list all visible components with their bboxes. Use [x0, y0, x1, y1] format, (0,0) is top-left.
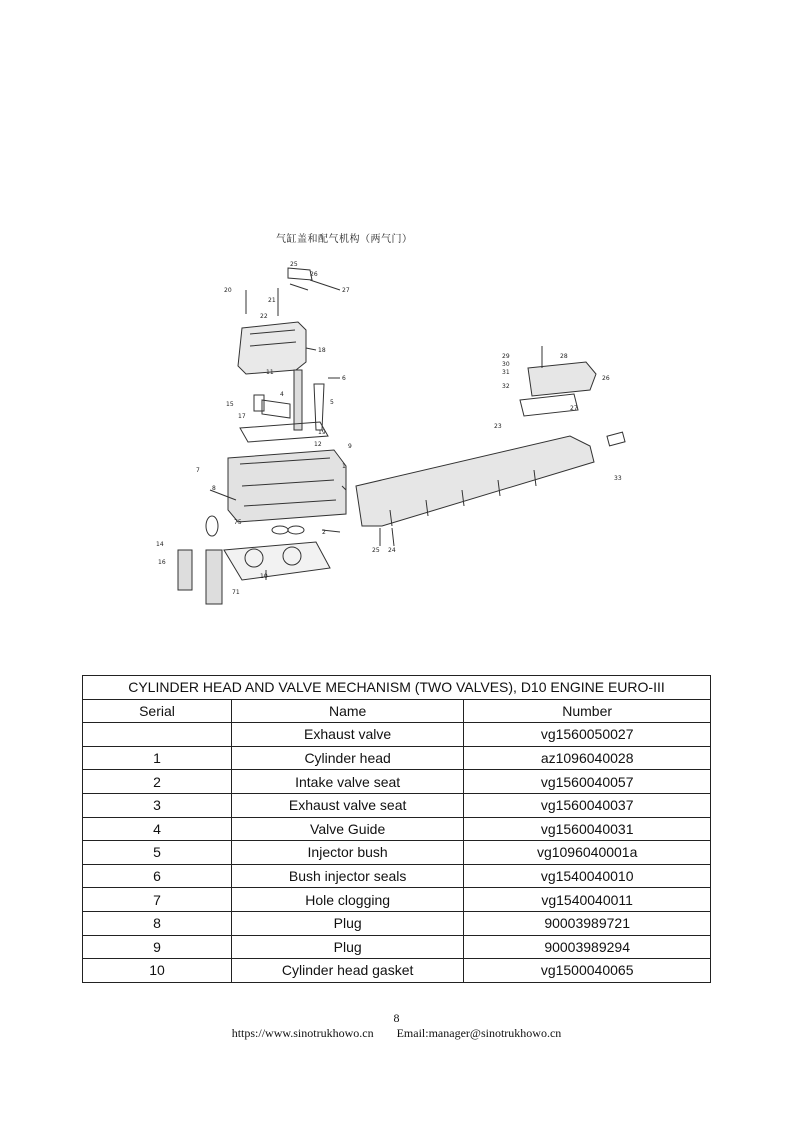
table-row: [83, 959, 711, 983]
serial-cell: [83, 723, 232, 747]
name-cell: Exhaust valve seat: [231, 793, 463, 817]
callout: 24: [388, 547, 396, 554]
number-cell: vg1560040057: [464, 770, 711, 794]
callout: 10: [260, 573, 268, 580]
callout: 17: [238, 413, 246, 420]
callout: 29: [502, 353, 510, 360]
name-cell: Exhaust valve: [231, 723, 463, 747]
serial-cell: 3: [83, 793, 232, 817]
callout: 28: [560, 353, 568, 360]
serial-cell: 9: [83, 935, 232, 959]
header-number: Number: [464, 699, 711, 723]
number-cell: vg1560050027: [464, 723, 711, 747]
callout: 33: [614, 475, 622, 482]
table-row: [83, 793, 711, 817]
callout: 23: [494, 423, 502, 430]
website-link[interactable]: https://www.sinotrukhowo.cn: [231, 1026, 374, 1040]
callout: 5: [330, 399, 334, 406]
name-cell: Bush injector seals: [231, 864, 463, 888]
callout: 26: [602, 375, 610, 382]
callout: 71: [232, 589, 240, 596]
callout: 18: [318, 347, 326, 354]
number-cell: 90003989721: [464, 911, 711, 935]
table-row: [83, 841, 711, 865]
number-cell: vg1540040011: [464, 888, 711, 912]
table-row: [83, 935, 711, 959]
callout: 27: [570, 405, 578, 412]
callout: 32: [502, 383, 510, 390]
callout: 16: [158, 559, 166, 566]
diagram-title: 气缸盖和配气机构（两气门）: [276, 234, 413, 245]
callout: 25: [372, 547, 380, 554]
number-cell: vg1096040001a: [464, 841, 711, 865]
callout: 4: [280, 391, 284, 398]
table-row: [83, 888, 711, 912]
table-row: [83, 817, 711, 841]
number-cell: az1096040028: [464, 746, 711, 770]
callout: 11: [266, 369, 274, 376]
table-row: [83, 770, 711, 794]
callout: 26: [310, 271, 318, 278]
callout: 6: [342, 375, 346, 382]
callout: 15: [226, 401, 234, 408]
serial-cell: 5: [83, 841, 232, 865]
table-title: CYLINDER HEAD AND VALVE MECHANISM (TWO VALVES), D10 ENGINE EURO-III: [83, 676, 711, 700]
name-cell: Cylinder head: [231, 746, 463, 770]
name-cell: Hole clogging: [231, 888, 463, 912]
number-cell: vg1560040031: [464, 817, 711, 841]
number-cell: 90003989294: [464, 935, 711, 959]
callout: 31: [502, 369, 510, 376]
callout: 7: [196, 467, 200, 474]
callout: 21: [268, 297, 276, 304]
number-cell: vg1500040065: [464, 959, 711, 983]
callout: 12: [314, 441, 322, 448]
serial-cell: 6: [83, 864, 232, 888]
name-cell: Plug: [231, 935, 463, 959]
serial-cell: 4: [83, 817, 232, 841]
footer-contact: [0, 1026, 793, 1041]
exploded-parts-diagram: [150, 250, 650, 620]
callout: 25: [290, 261, 298, 268]
page-number: 8: [393, 1011, 400, 1025]
table-row: [83, 723, 711, 747]
serial-cell: 8: [83, 911, 232, 935]
callout: 1: [342, 463, 346, 470]
serial-cell: 7: [83, 888, 232, 912]
name-cell: Valve Guide: [231, 817, 463, 841]
table-row: [83, 746, 711, 770]
callout: 20: [224, 287, 232, 294]
table-row: [83, 864, 711, 888]
callout: 27: [342, 287, 350, 294]
email-link[interactable]: Email:manager@sinotrukhowo.cn: [396, 1026, 562, 1040]
callout: 9: [348, 443, 352, 450]
name-cell: Cylinder head gasket: [231, 959, 463, 983]
table-row: [83, 911, 711, 935]
callout: 14: [156, 541, 164, 548]
callout: 8: [212, 485, 216, 492]
callout: 2: [322, 529, 326, 536]
name-cell: Plug: [231, 911, 463, 935]
name-cell: Intake valve seat: [231, 770, 463, 794]
callout: 19: [318, 429, 326, 436]
serial-cell: 2: [83, 770, 232, 794]
parts-table: [82, 675, 711, 983]
callout: 75: [234, 519, 242, 526]
number-cell: vg1540040010: [464, 864, 711, 888]
callout: 30: [502, 361, 510, 368]
name-cell: Injector bush: [231, 841, 463, 865]
number-cell: vg1560040037: [464, 793, 711, 817]
callout: 22: [260, 313, 268, 320]
header-name: Name: [231, 699, 463, 723]
header-serial: Serial: [83, 699, 232, 723]
serial-cell: 10: [83, 959, 232, 983]
serial-cell: 1: [83, 746, 232, 770]
